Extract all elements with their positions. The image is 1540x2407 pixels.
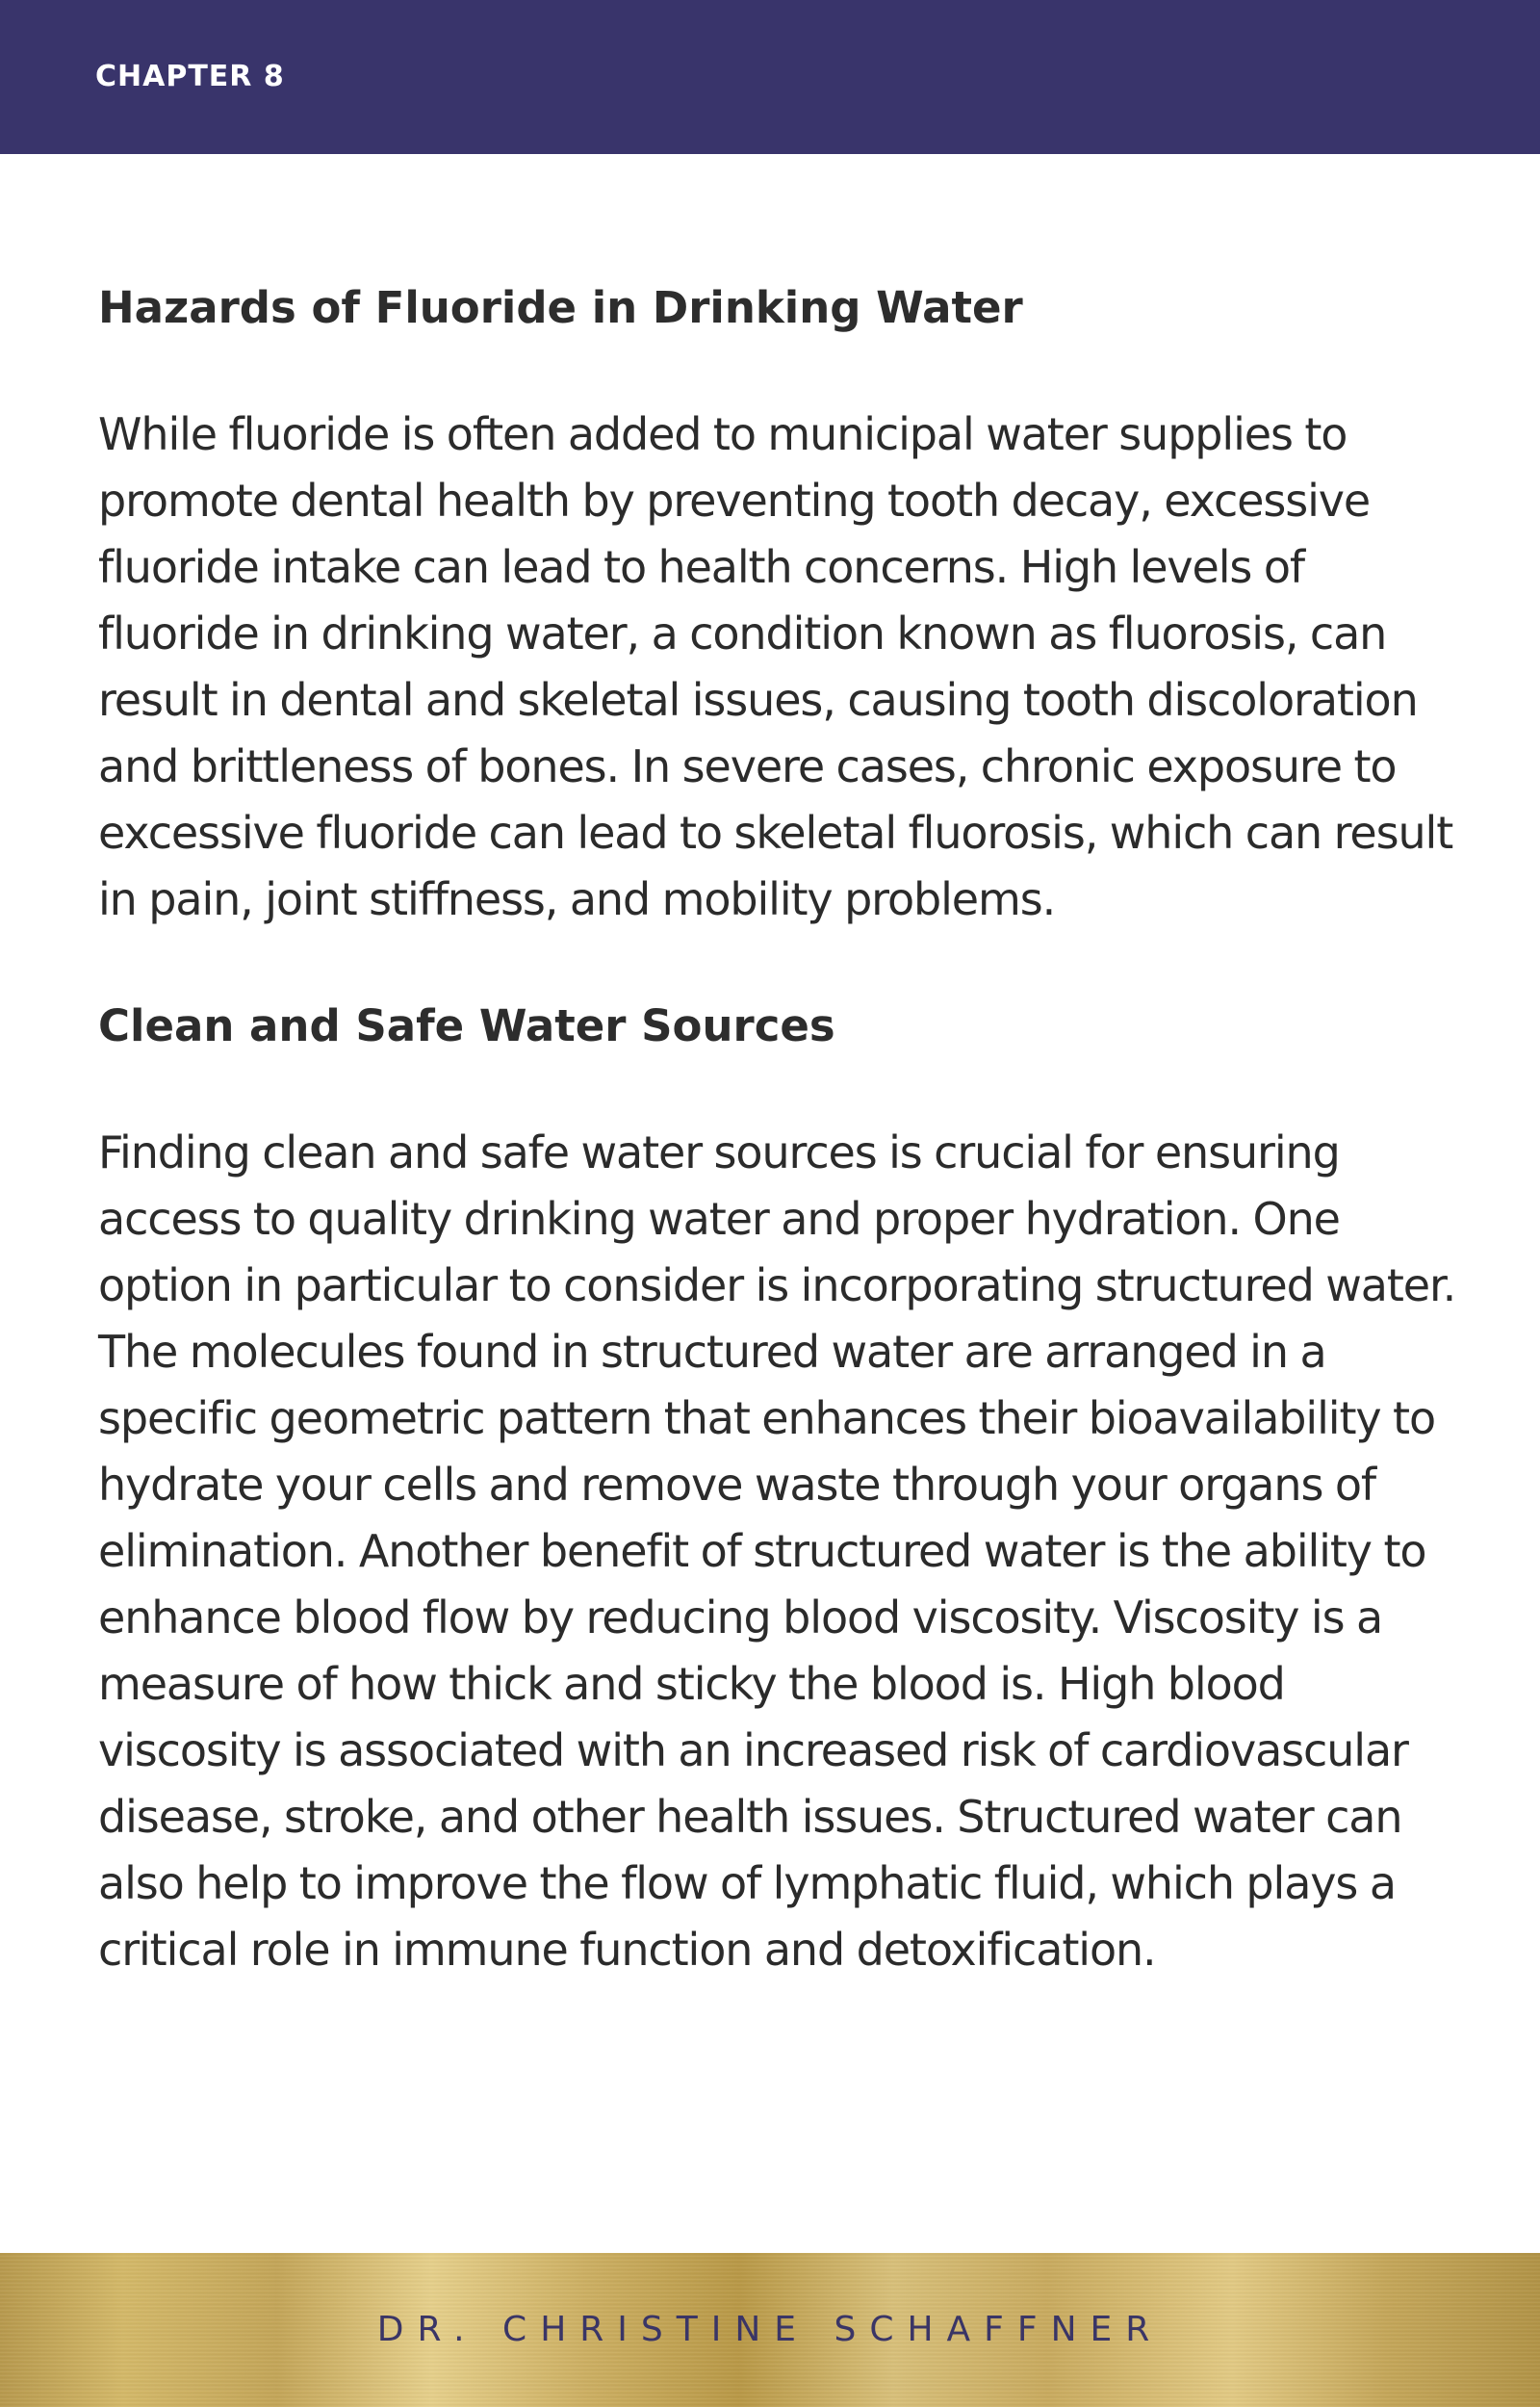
- author-name: DR. CHRISTINE SCHAFFNER: [376, 2310, 1164, 2349]
- author-footer-bar: [0, 2253, 1540, 2407]
- section-heading-fluoride-hazards: Hazards of Fluoride in Drinking Water: [98, 282, 1023, 333]
- section-body-clean-water-sources: Finding clean and safe water sources is crucial for ensuring access to quality drinking water and proper hydration. One option in particular to consider is incorporating structured water. The molecules found in structured water are arranged in a specific geometric pattern that enhances their bioavailability to hydrate your cells and remove waste through your organs of elimination. Another benefit of structured water is the ability to enhance blood flow by reducing blood viscosity. Viscosity is a measure of how thick and sticky the blood is. High blood viscosity is associated with an increased risk of cardiovascular disease, stroke, and other health issues. Structured water can also help to improve the flow of lymphatic fluid, which plays a critical role in immune function and detoxification.: [98, 1126, 1456, 1976]
- section-heading-clean-water-sources: Clean and Safe Water Sources: [98, 1000, 835, 1051]
- chapter-label: CHAPTER 8: [95, 60, 285, 93]
- chapter-header-bar: [0, 0, 1540, 154]
- section-body-fluoride-hazards: While fluoride is often added to municipal water supplies to promote dental health by preventing tooth decay, excessive fluoride intake can lead to health concerns. High levels of fluoride in drinking water, a condition known as fluorosis, can result in dental and skeletal issues, causing tooth discoloration and brittleness of bones. In severe cases, chronic exposure to excessive fluoride can lead to skeletal fluorosis, which can result in pain, joint stiffness, and mobility problems.: [98, 408, 1453, 925]
- page-content: [98, 270, 1465, 2038]
